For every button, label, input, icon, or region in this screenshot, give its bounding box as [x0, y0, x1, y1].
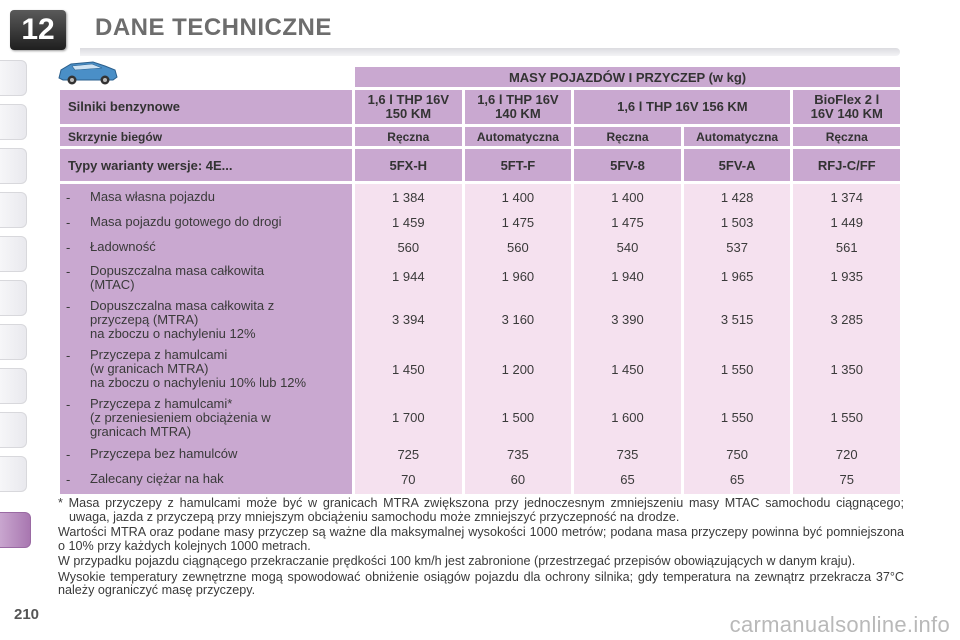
- engine-cell: 1,6 l THP 16V 150 KM: [355, 90, 461, 124]
- mass-value: 70: [401, 472, 416, 487]
- mass-value: 725: [397, 447, 420, 462]
- mass-value: 1 374: [830, 190, 863, 205]
- mass-value: 1 935: [830, 269, 863, 284]
- gearbox-cell: Ręczna: [355, 127, 461, 146]
- row-label-text: Masa pojazdu gotowego do drogi: [90, 214, 282, 229]
- mass-value: 1 450: [392, 362, 425, 377]
- mass-value: 561: [835, 240, 858, 255]
- type-cell: 5FX-H: [355, 149, 461, 181]
- mass-value: 3 390: [611, 312, 644, 327]
- mass-value: 1 550: [830, 410, 863, 425]
- row-labels-column: [60, 184, 352, 494]
- row-label-text: Przyczepa bez hamulców: [90, 446, 238, 461]
- values-column: [574, 184, 680, 494]
- mass-value: 1 450: [611, 362, 644, 377]
- chapter-tab[interactable]: [0, 148, 27, 184]
- mass-value: 1 428: [720, 190, 754, 205]
- engine-row-label: Silniki benzynowe: [60, 90, 352, 124]
- values-column: [793, 184, 900, 494]
- mass-value: 1 200: [501, 362, 535, 377]
- chapter-tab[interactable]: [0, 104, 27, 140]
- row-label: [66, 299, 274, 341]
- engine-cell: 1,6 l THP 16V 156 KM: [574, 90, 790, 124]
- note-paragraph: W przypadku pojazdu ciągnącego przekraczanie prędkości 100 km/h jest zabronione (przestrzegać przepisów obowiązujących w danym kraju).: [58, 554, 856, 568]
- mass-value: 735: [507, 447, 529, 462]
- mass-value: 75: [839, 472, 854, 487]
- mass-value: 1 459: [392, 215, 425, 230]
- type-cell: RFJ-C/FF: [793, 149, 900, 181]
- chapter-tab[interactable]: [0, 60, 27, 96]
- vehicle-mass-table: [57, 64, 903, 497]
- chapter-tabs: [0, 60, 34, 580]
- row-label-text: Dopuszczalna masa całkowita (MTAC): [90, 263, 265, 292]
- row-bullet: -: [66, 215, 71, 230]
- row-label: [66, 240, 156, 255]
- row-bullet: -: [66, 348, 71, 363]
- footnote-asterisk: * Masa przyczepy z hamulcami może być w granicach MTRA zwiększona przy jednoczesnym zmniejszeniu masy MTAC samochodu ciągnącego; uwaga, jazda z przyczepą przy mniejszym obciążeniu samochodu może zmniejszyć przyczepność na drodze.: [58, 496, 904, 524]
- note-paragraph: Wartości MTRA oraz podane masy przyczep są ważne dla maksymalnej wysokości 1000 metrów; podana masa przyczepy powinna być pomniejszona o 10% przy każdych kolejnych 1000 metrach.: [58, 525, 904, 553]
- values-column: [355, 184, 461, 494]
- mass-value: 560: [397, 240, 420, 255]
- page-title: DANE TECHNICZNE: [95, 14, 332, 41]
- mass-value: 720: [835, 447, 858, 462]
- mass-value: 1 350: [830, 362, 863, 377]
- row-label-text: Dopuszczalna masa całkowita z przyczepą (MTRA) na zboczu o nachyleniu 12%: [90, 298, 275, 341]
- row-label: [66, 264, 264, 292]
- mass-value: 1 384: [392, 190, 425, 205]
- mass-value: 1 475: [501, 215, 535, 230]
- mass-value: 1 940: [611, 269, 644, 284]
- chapter-tab[interactable]: [0, 280, 27, 316]
- chapter-tab[interactable]: [0, 456, 27, 492]
- gearbox-cell: Ręczna: [793, 127, 900, 146]
- mass-value: 1 475: [611, 215, 644, 230]
- note-paragraph: Wysokie temperatury zewnętrzne mogą spowodować obniżenie osiągów pojazdu dla ochrony silnika; gdy temperatura na zewnątrz przekracza 37°C należy ograniczyć masę przyczepy.: [58, 569, 904, 597]
- gearbox-cell: Automatyczna: [684, 127, 791, 146]
- mass-value: 735: [616, 447, 639, 462]
- row-bullet: -: [66, 190, 71, 205]
- mass-value: 3 515: [720, 312, 754, 327]
- gearbox-row-label: Skrzynie biegów: [60, 127, 352, 146]
- row-label: [66, 215, 282, 230]
- mass-value: 3 285: [830, 312, 863, 327]
- chapter-tab-active[interactable]: [0, 512, 31, 548]
- row-label: [66, 447, 237, 462]
- title-rule: [80, 48, 900, 56]
- chapter-tab[interactable]: [0, 192, 27, 228]
- mass-value: 1 400: [611, 190, 644, 205]
- type-cell: 5FV-8: [574, 149, 680, 181]
- row-label-text: Przyczepa z hamulcami* (z przeniesieniem obciążenia w granicach MTRA): [90, 396, 271, 439]
- chapter-badge: 12: [10, 10, 66, 50]
- chapter-tab[interactable]: [0, 412, 27, 448]
- type-row-label: Typy warianty wersje: 4E...: [60, 149, 352, 181]
- mass-value: 1 965: [720, 269, 754, 284]
- mass-value: 1 944: [392, 269, 425, 284]
- mass-value: 1 700: [392, 410, 425, 425]
- mass-value: 3 394: [392, 312, 425, 327]
- type-cell: 5FT-F: [465, 149, 572, 181]
- watermark: carmanualsonline.info: [729, 612, 950, 637]
- engine-cell: 1,6 l THP 16V 140 KM: [465, 90, 572, 124]
- chapter-tab[interactable]: [0, 324, 27, 360]
- row-label: [66, 348, 306, 390]
- type-cell: 5FV-A: [684, 149, 791, 181]
- row-bullet: -: [66, 447, 71, 462]
- footnotes: [58, 497, 904, 600]
- mass-value: 1 960: [501, 269, 535, 284]
- page-number: 210: [14, 606, 40, 623]
- row-label-text: Przyczepa z hamulcami (w granicach MTRA) na zboczu o nachyleniu 10% lub 12%: [90, 347, 307, 390]
- chapter-tab[interactable]: [0, 236, 27, 272]
- row-label-text: Zalecany ciężar na hak: [90, 471, 224, 486]
- mass-value: 1 550: [720, 362, 754, 377]
- mass-value: 1 500: [501, 410, 535, 425]
- values-column: [465, 184, 572, 494]
- gearbox-cell: Ręczna: [574, 127, 680, 146]
- chapter-tab[interactable]: [0, 368, 27, 404]
- values-column: [684, 184, 791, 494]
- mass-value: 1 550: [720, 410, 754, 425]
- mass-value: 60: [510, 472, 526, 487]
- mass-value: 750: [726, 447, 748, 462]
- row-bullet: -: [66, 264, 71, 279]
- mass-value: 1 600: [611, 410, 644, 425]
- mass-value: 540: [616, 240, 639, 255]
- mass-value: 65: [620, 472, 635, 487]
- mass-value: 1 503: [720, 215, 754, 230]
- engine-cell: BioFlex 2 l 16V 140 KM: [793, 90, 900, 124]
- table-header: MASY POJAZDÓW I PRZYCZEP (w kg): [355, 67, 900, 87]
- row-label: [66, 397, 271, 439]
- mass-value: 537: [726, 240, 748, 255]
- mass-value: 1 449: [830, 215, 863, 230]
- mass-value: 65: [729, 472, 745, 487]
- row-bullet: -: [66, 397, 71, 412]
- mass-value: 560: [507, 240, 529, 255]
- mass-value: 3 160: [501, 312, 535, 327]
- gearbox-cell: Automatyczna: [465, 127, 572, 146]
- row-label-text: Ładowność: [90, 239, 156, 254]
- row-bullet: -: [66, 299, 71, 314]
- row-label: [66, 472, 224, 487]
- row-bullet: -: [66, 240, 71, 255]
- row-label-text: Masa własna pojazdu: [90, 189, 216, 204]
- mass-value: 1 400: [501, 190, 535, 205]
- row-bullet: -: [66, 472, 71, 487]
- row-label: [66, 190, 215, 205]
